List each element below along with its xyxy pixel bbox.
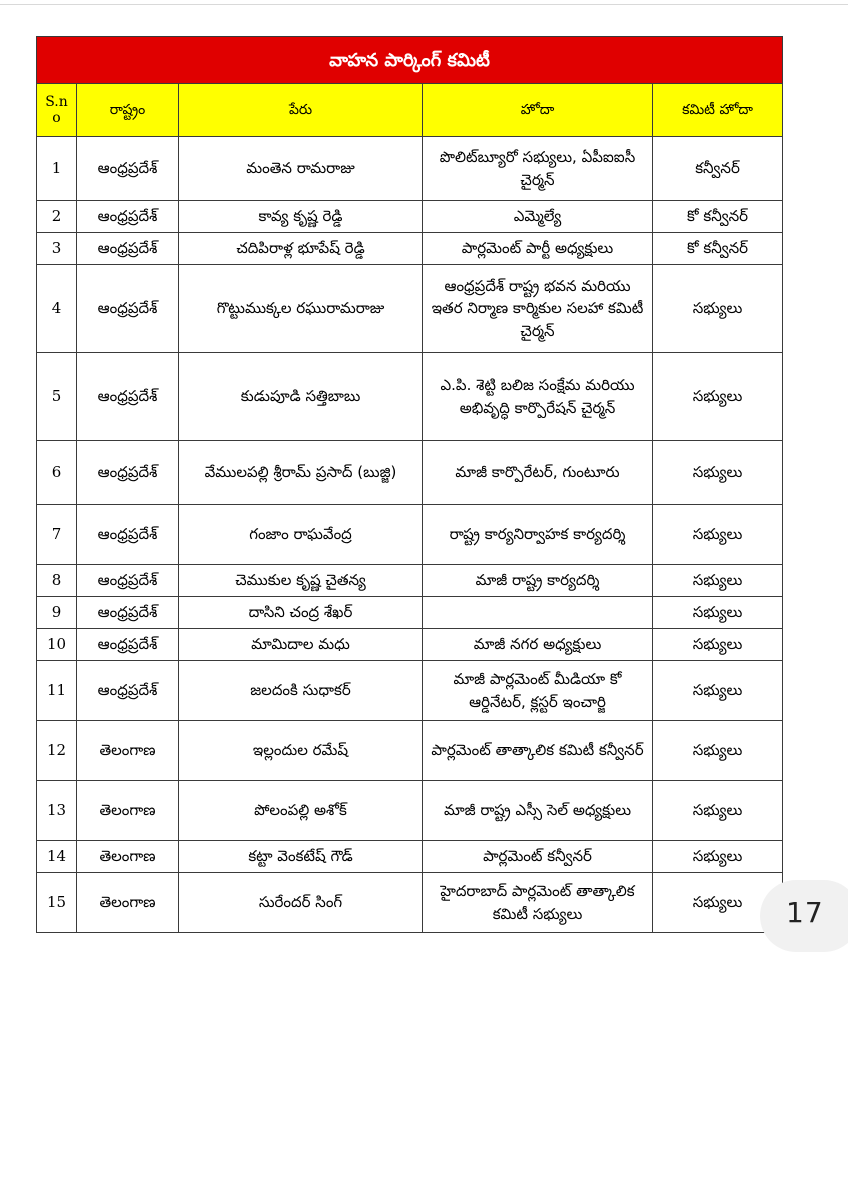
cell-sno: 14 — [37, 841, 77, 873]
cell-name: సురేందర్ సింగ్ — [179, 873, 423, 933]
cell-position: పొలిట్‌బ్యూరో సభ్యులు, ఏపీఐఐసీ చైర్మన్ — [423, 137, 653, 201]
cell-name: గొట్టుముక్కల రఘురామరాజు — [179, 265, 423, 353]
cell-name: మంతెన రామరాజు — [179, 137, 423, 201]
cell-name: జలదంకి సుధాకర్ — [179, 661, 423, 721]
committee-table — [36, 36, 783, 933]
cell-sno: 1 — [37, 137, 77, 201]
cell-committee-position: సభ్యులు — [653, 873, 783, 933]
cell-sno: 9 — [37, 597, 77, 629]
cell-sno: 15 — [37, 873, 77, 933]
cell-committee-position: సభ్యులు — [653, 565, 783, 597]
cell-state: ఆంధ్రప్రదేశ్ — [77, 597, 179, 629]
cell-position: హైదరాబాద్ పార్లమెంట్ తాత్కాలిక కమిటీ సభ్యులు — [423, 873, 653, 933]
cell-state: ఆంధ్రప్రదేశ్ — [77, 565, 179, 597]
cell-committee-position: సభ్యులు — [653, 353, 783, 441]
cell-name: చెముకుల కృష్ణ చైతన్య — [179, 565, 423, 597]
cell-sno: 8 — [37, 565, 77, 597]
cell-name: ఇల్లందుల రమేష్ — [179, 721, 423, 781]
table-title-row — [37, 37, 783, 84]
cell-position: పార్లమెంట్ కన్వీనర్ — [423, 841, 653, 873]
table-row — [37, 721, 783, 781]
cell-state: ఆంధ్రప్రదేశ్ — [77, 233, 179, 265]
cell-committee-position: సభ్యులు — [653, 629, 783, 661]
cell-sno: 12 — [37, 721, 77, 781]
cell-committee-position: సభ్యులు — [653, 597, 783, 629]
cell-sno: 2 — [37, 201, 77, 233]
cell-state: ఆంధ్రప్రదేశ్ — [77, 505, 179, 565]
cell-position: మాజీ నగర అధ్యక్షులు — [423, 629, 653, 661]
cell-committee-position: సభ్యులు — [653, 441, 783, 505]
cell-committee-position: సభ్యులు — [653, 265, 783, 353]
header-sno: S.n o — [37, 84, 77, 137]
cell-position: ఆంధ్రప్రదేశ్ రాష్ట్ర భవన మరియు ఇతర నిర్మాణ కార్మికుల సలహా కమిటీ చైర్మన్ — [423, 265, 653, 353]
table-row — [37, 597, 783, 629]
cell-state: తెలంగాణ — [77, 841, 179, 873]
table-row — [37, 565, 783, 597]
cell-sno: 6 — [37, 441, 77, 505]
cell-committee-position: కో కన్వీనర్ — [653, 233, 783, 265]
cell-position: మాజీ పార్లమెంట్ మీడియా కో ఆర్డినేటర్, క్లస్టర్ ఇంచార్జి — [423, 661, 653, 721]
cell-state: తెలంగాణ — [77, 721, 179, 781]
header-state: రాష్ట్రం — [77, 84, 179, 137]
table-row — [37, 505, 783, 565]
cell-committee-position: కో కన్వీనర్ — [653, 201, 783, 233]
cell-sno: 11 — [37, 661, 77, 721]
cell-name: కుడుపూడి సత్తిబాబు — [179, 353, 423, 441]
cell-sno: 10 — [37, 629, 77, 661]
cell-sno: 5 — [37, 353, 77, 441]
header-name: పేరు — [179, 84, 423, 137]
cell-position: మాజీ రాష్ట్ర కార్యదర్శి — [423, 565, 653, 597]
cell-committee-position: సభ్యులు — [653, 505, 783, 565]
table-title: వాహన పార్కింగ్ కమిటీ — [37, 37, 783, 84]
table-row — [37, 201, 783, 233]
cell-name: గంజాం రాఘవేంద్ర — [179, 505, 423, 565]
cell-state: ఆంధ్రప్రదేశ్ — [77, 353, 179, 441]
cell-state: ఆంధ్రప్రదేశ్ — [77, 137, 179, 201]
table-row — [37, 873, 783, 933]
cell-position: ఎ.పి. శెట్టి బలిజ సంక్షేమ మరియు అభివృద్ధి కార్పొరేషన్ చైర్మన్ — [423, 353, 653, 441]
table-row — [37, 781, 783, 841]
cell-state: ఆంధ్రప్రదేశ్ — [77, 201, 179, 233]
cell-name: దాసిని చంద్ర శేఖర్ — [179, 597, 423, 629]
cell-state: ఆంధ్రప్రదేశ్ — [77, 265, 179, 353]
table-header-row — [37, 84, 783, 137]
table-row — [37, 841, 783, 873]
cell-state: ఆంధ్రప్రదేశ్ — [77, 629, 179, 661]
cell-name: వేములపల్లి శ్రీరామ్ ప్రసాద్ (బుజ్జి) — [179, 441, 423, 505]
cell-name: చదిపిరాళ్ల భూపేష్ రెడ్డి — [179, 233, 423, 265]
table-row — [37, 265, 783, 353]
cell-name: కట్టా వెంకటేష్ గౌడ్ — [179, 841, 423, 873]
cell-position: పార్లమెంట్ తాత్కాలిక కమిటీ కన్వీనర్ — [423, 721, 653, 781]
table-row — [37, 353, 783, 441]
cell-position: మాజీ రాష్ట్ర ఎస్సీ సెల్ అధ్యక్షులు — [423, 781, 653, 841]
cell-name: పోలంపల్లి అశోక్ — [179, 781, 423, 841]
cell-state: ఆంధ్రప్రదేశ్ — [77, 441, 179, 505]
header-position: హోదా — [423, 84, 653, 137]
top-divider — [0, 4, 848, 5]
table-row — [37, 661, 783, 721]
table-row — [37, 441, 783, 505]
cell-sno: 13 — [37, 781, 77, 841]
page-number: 17 — [786, 896, 824, 929]
cell-state: తెలంగాణ — [77, 781, 179, 841]
cell-committee-position: సభ్యులు — [653, 721, 783, 781]
cell-name: కావ్య కృష్ణ రెడ్డి — [179, 201, 423, 233]
cell-position: పార్లమెంట్ పార్టీ అధ్యక్షులు — [423, 233, 653, 265]
cell-committee-position: సభ్యులు — [653, 661, 783, 721]
cell-state: తెలంగాణ — [77, 873, 179, 933]
cell-position — [423, 597, 653, 629]
table-row — [37, 629, 783, 661]
cell-position: మాజీ కార్పొరేటర్, గుంటూరు — [423, 441, 653, 505]
cell-name: మామిదాల మధు — [179, 629, 423, 661]
cell-position: ఎమ్మెల్యే — [423, 201, 653, 233]
table-row — [37, 137, 783, 201]
cell-sno: 7 — [37, 505, 77, 565]
table-row — [37, 233, 783, 265]
cell-state: ఆంధ్రప్రదేశ్ — [77, 661, 179, 721]
cell-sno: 4 — [37, 265, 77, 353]
header-committee-position: కమిటీ హోదా — [653, 84, 783, 137]
cell-sno: 3 — [37, 233, 77, 265]
cell-committee-position: కన్వీనర్ — [653, 137, 783, 201]
cell-committee-position: సభ్యులు — [653, 841, 783, 873]
cell-committee-position: సభ్యులు — [653, 781, 783, 841]
cell-position: రాష్ట్ర కార్యనిర్వాహక కార్యదర్శి — [423, 505, 653, 565]
